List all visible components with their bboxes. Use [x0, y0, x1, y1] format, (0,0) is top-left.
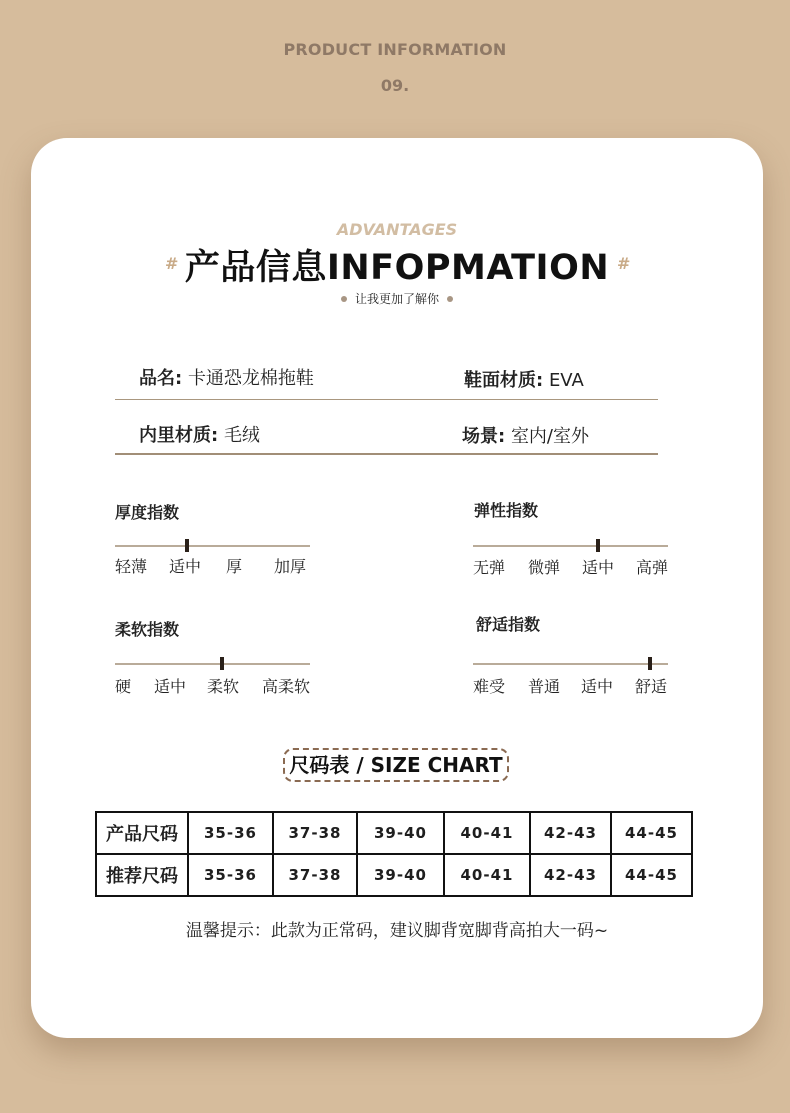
upper-material-value: EVA: [548, 370, 584, 391]
product-info-card: [31, 138, 763, 1038]
comfort-label: 普通: [528, 677, 561, 696]
size-cell: 39-40: [357, 812, 444, 854]
size-chart-title: 尺码表 / SIZE CHART: [283, 748, 509, 782]
thickness-index-marker: [185, 539, 189, 552]
thickness-label: 厚: [226, 557, 243, 576]
softness-label: 高柔软: [262, 677, 311, 696]
thickness-label: 适中: [169, 557, 202, 576]
elasticity-label: 微弹: [528, 558, 561, 577]
header-title: PRODUCT INFORMATION: [283, 40, 507, 59]
softness-index-title: 柔软指数: [115, 620, 180, 639]
size-cell: 40-41: [444, 854, 530, 896]
size-cell: 42-43: [530, 854, 611, 896]
dot-decoration-right: [447, 296, 453, 302]
elasticity-index-title: 弹性指数: [474, 501, 539, 520]
upper-material-label: 鞋面材质:: [464, 370, 544, 391]
elasticity-index-track: [473, 545, 668, 547]
softness-label: 硬: [115, 677, 132, 696]
size-cell: 37-38: [273, 854, 357, 896]
lining-material-label: 内里材质:: [139, 425, 219, 446]
product-name-label: 品名:: [139, 368, 183, 389]
subtitle-text: 让我更加了解你: [354, 292, 439, 306]
row-label: 产品尺码: [96, 812, 188, 854]
thickness-label: 加厚: [274, 557, 307, 576]
size-cell: 39-40: [357, 854, 444, 896]
comfort-index-marker: [648, 657, 652, 670]
size-tip: 温馨提示：此款为正常码，建议脚背宽脚背高拍大一码~: [185, 921, 609, 941]
size-chart-table: [95, 811, 693, 897]
section-title: 产品信息INFOPMATION: [184, 248, 610, 288]
product-name-row: [139, 364, 314, 390]
table-row: [96, 854, 692, 896]
comfort-label: 舒适: [635, 677, 668, 696]
product-name-value: 卡通恐龙棉拖鞋: [187, 368, 314, 389]
thickness-index-title: 厚度指数: [115, 503, 180, 522]
size-cell: 37-38: [273, 812, 357, 854]
size-cell: 44-45: [611, 812, 692, 854]
elasticity-label: 适中: [582, 558, 615, 577]
row-label: 推荐尺码: [96, 854, 188, 896]
table-row: [96, 812, 692, 854]
dot-decoration-left: [341, 296, 347, 302]
size-cell: 40-41: [444, 812, 530, 854]
scene-label: 场景:: [462, 426, 506, 447]
size-cell: 35-36: [188, 854, 273, 896]
comfort-index-track: [473, 663, 668, 665]
elasticity-label: 高弹: [636, 558, 669, 577]
scene-row: [462, 422, 589, 448]
divider-line: [115, 399, 658, 400]
lining-material-value: 毛绒: [223, 425, 260, 446]
section-subtitle: [31, 290, 763, 307]
comfort-label: 适中: [581, 677, 614, 696]
size-cell: 35-36: [188, 812, 273, 854]
divider-line-bottom: [115, 453, 658, 455]
scene-value: 室内/室外: [510, 426, 590, 447]
size-cell: 44-45: [611, 854, 692, 896]
softness-index-marker: [220, 657, 224, 670]
elasticity-label: 无弹: [473, 558, 506, 577]
lining-material-row: [139, 421, 260, 447]
hash-decoration-right: #: [617, 254, 631, 273]
size-cell: 42-43: [530, 812, 611, 854]
upper-material-row: [464, 366, 584, 392]
advantages-kicker: ADVANTAGES: [336, 220, 458, 239]
elasticity-index-marker: [596, 539, 600, 552]
hash-decoration-left: #: [165, 254, 179, 273]
thickness-index-track: [115, 545, 310, 547]
softness-label: 适中: [154, 677, 187, 696]
thickness-label: 轻薄: [115, 557, 148, 576]
softness-label: 柔软: [207, 677, 240, 696]
comfort-index-title: 舒适指数: [476, 615, 541, 634]
softness-index-track: [115, 663, 310, 665]
header-number: 09.: [380, 76, 410, 95]
comfort-label: 难受: [473, 677, 506, 696]
